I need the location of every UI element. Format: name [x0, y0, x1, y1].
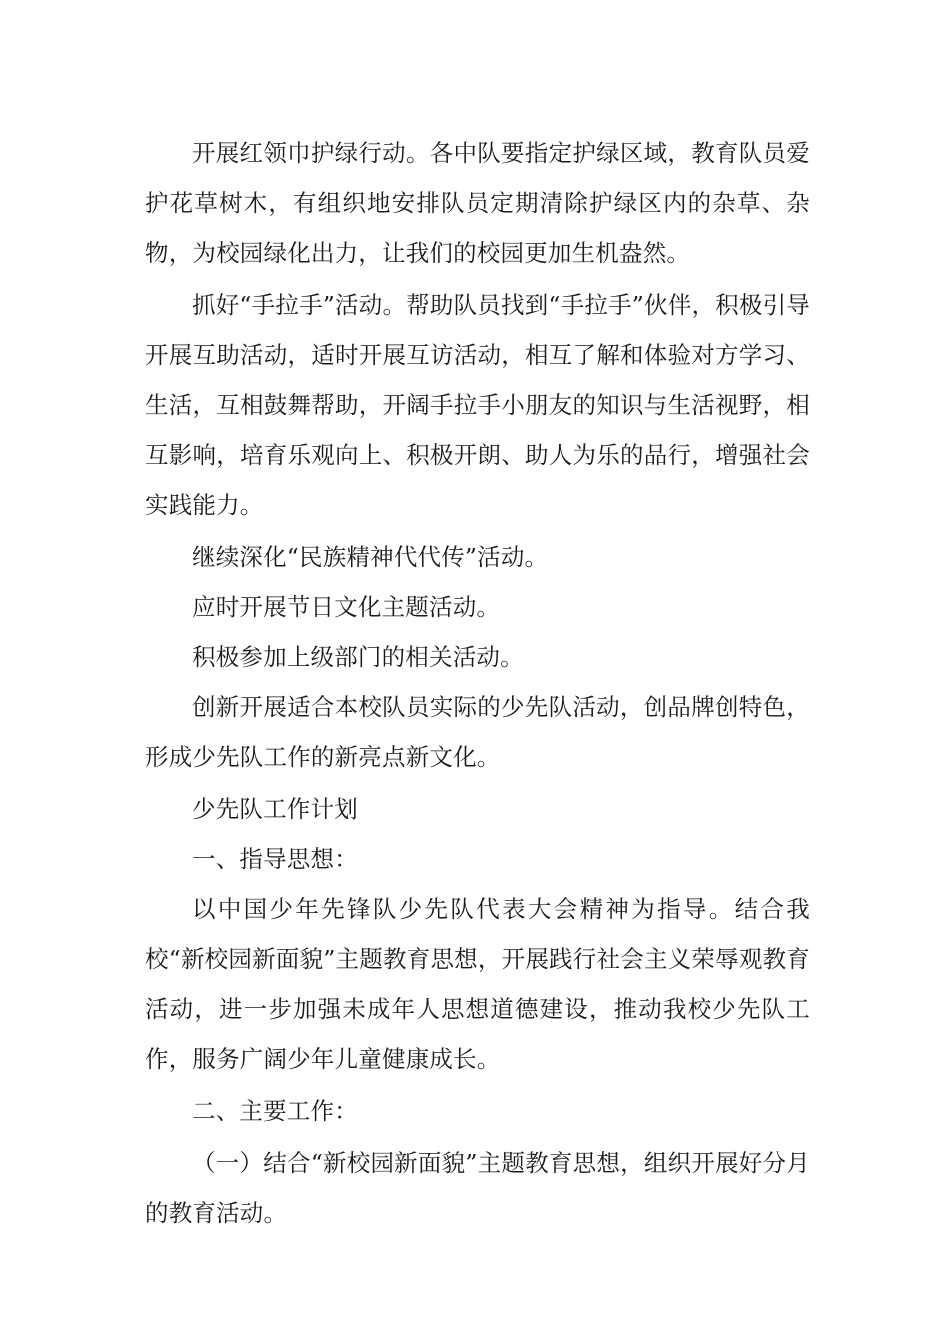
paragraph-national-spirit: 继续深化“民族精神代代传”活动。	[192, 543, 549, 571]
heading-main-work: 二、主要工作：	[192, 1097, 358, 1125]
paragraph-hand-in-hand: 抓好“手拉手”活动。帮助队员找到“手拉手”伙伴，积极引导开展互助活动，适时开展互访活动，相互了解和体验对方学习、生活，互相鼓舞帮助，开阔手拉手小朋友的知识与生活视野，相互影响，培育乐观向上、积极开朗、助人为乐的品行，增强社会实践能力。	[145, 291, 810, 519]
paragraph-main-work-1: （一）结合“新校园新面貌”主题教育思想，组织开展好分月的教育活动。	[145, 1149, 810, 1227]
paragraph-superior-activities: 积极参加上级部门的相关活动。	[192, 643, 524, 671]
paragraph-guiding-ideology: 以中国少年先锋队少先队代表大会精神为指导。结合我校“新校园新面貌”主题教育思想，开展践行社会主义荣辱观教育活动，进一步加强未成年人思想道德建设，推动我校少先队工作，服务广阔少年儿童健康成长。	[145, 895, 810, 1073]
heading-guiding-ideology: 一、指导思想：	[192, 845, 358, 873]
paragraph-innovation: 创新开展适合本校队员实际的少先队活动，创品牌创特色，形成少先队工作的新亮点新文化。	[145, 693, 810, 771]
paragraph-green-action: 开展红领巾护绿行动。各中队要指定护绿区域，教育队员爱护花草树木，有组织地安排队员定期清除护绿区内的杂草、杂物，为校园绿化出力，让我们的校园更加生机盎然。	[145, 139, 810, 267]
section-title-work-plan: 少先队工作计划	[192, 795, 358, 823]
document-body	[145, 128, 810, 1238]
paragraph-festival-activities: 应时开展节日文化主题活动。	[192, 593, 501, 621]
